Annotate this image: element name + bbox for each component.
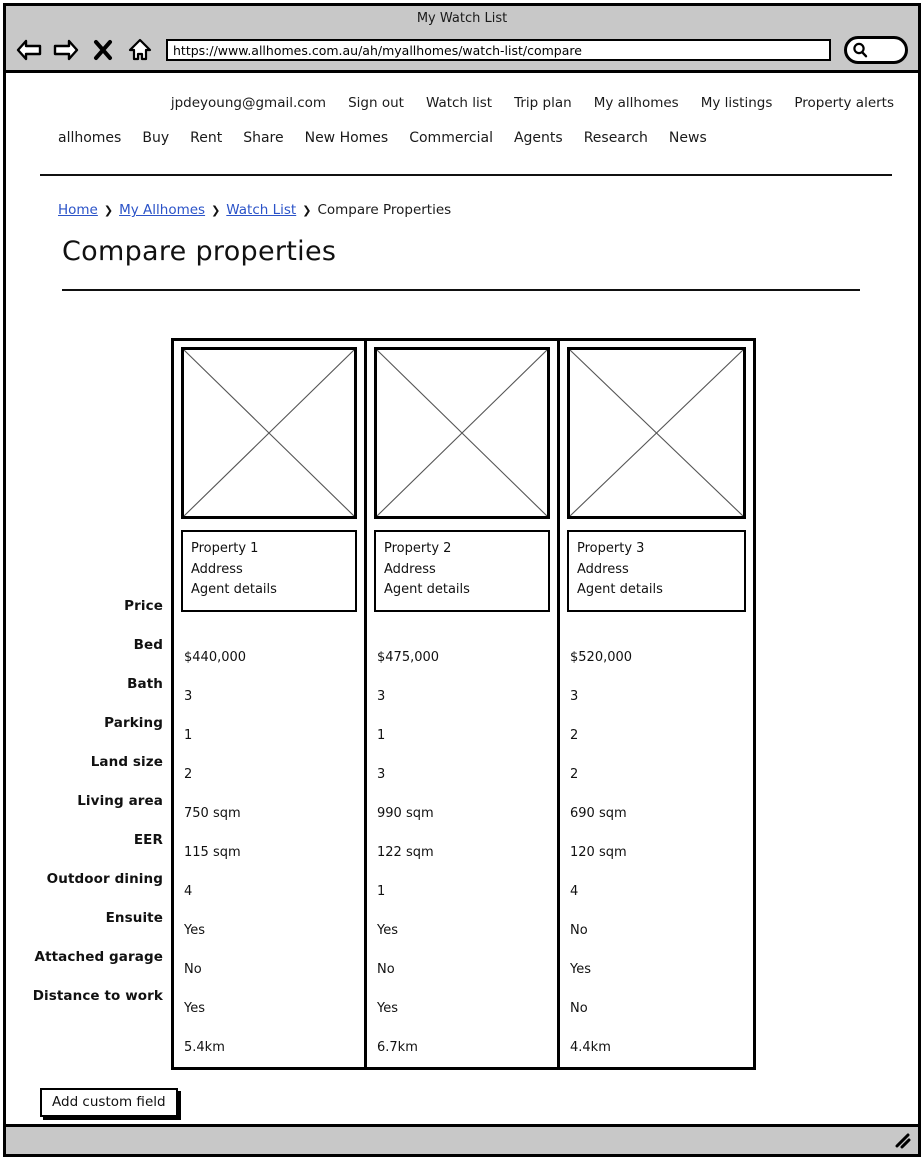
value-bath: 2 — [570, 727, 579, 743]
main-nav-item-news[interactable]: News — [668, 130, 707, 146]
home-icon[interactable] — [125, 36, 155, 64]
property-name: Property 2 — [384, 541, 452, 556]
breadcrumb-item-home[interactable]: Home — [58, 202, 98, 218]
value-bath: 1 — [377, 727, 386, 743]
main-nav-item-agents[interactable]: Agents — [513, 130, 563, 146]
resize-grip-icon[interactable] — [893, 1132, 911, 1150]
forward-arrow-icon[interactable] — [51, 36, 81, 64]
browser-toolbar — [6, 30, 918, 70]
value-parking: 3 — [377, 766, 386, 782]
value-living-area: 115 sqm — [184, 844, 241, 860]
property-agent-details: Agent details — [384, 582, 470, 597]
utility-nav-item-sign-out[interactable]: Sign out — [348, 95, 404, 111]
main-nav-item-new-homes[interactable]: New Homes — [304, 130, 389, 146]
main-nav-item-allhomes[interactable]: allhomes — [58, 130, 122, 146]
value-ensuite: No — [184, 961, 202, 977]
value-eer: 4 — [570, 883, 579, 899]
stop-x-icon[interactable] — [88, 36, 118, 64]
utility-nav-item-account[interactable]: jpdeyoung@gmail.com — [170, 95, 327, 111]
utility-nav-item-my-allhomes[interactable]: My allhomes — [593, 95, 679, 111]
breadcrumb-item-watch-list[interactable]: Watch List — [226, 202, 297, 218]
value-outdoor-dining: Yes — [377, 922, 398, 938]
main-nav-item-rent[interactable]: Rent — [190, 130, 223, 146]
row-label-ensuite: Ensuite — [105, 909, 163, 926]
main-nav-item-buy[interactable]: Buy — [142, 130, 170, 146]
value-land-size: 690 sqm — [570, 805, 627, 821]
property-column — [560, 341, 753, 1067]
property-card-header — [560, 341, 753, 612]
utility-nav-item-property-alerts[interactable]: Property alerts — [794, 95, 894, 111]
property-info-box — [567, 530, 746, 612]
property-value-stack — [560, 612, 753, 1067]
utility-nav-item-watch-list[interactable]: Watch list — [425, 95, 493, 111]
title-divider — [62, 289, 860, 291]
property-image-placeholder-icon[interactable] — [181, 347, 357, 519]
compare-properties-section — [32, 338, 894, 1070]
value-parking: 2 — [184, 766, 193, 782]
row-label-attached-garage: Attached garage — [34, 948, 163, 965]
property-name: Property 3 — [577, 541, 645, 556]
value-eer: 4 — [184, 883, 193, 899]
breadcrumb — [36, 176, 894, 218]
value-ensuite: Yes — [570, 961, 591, 977]
value-attached-garage: No — [570, 1000, 588, 1016]
add-custom-field-button[interactable]: Add custom field — [40, 1088, 178, 1117]
row-label-parking: Parking — [104, 714, 163, 731]
main-nav-item-share[interactable]: Share — [243, 130, 284, 146]
property-value-stack — [367, 612, 557, 1067]
window-title-bar — [6, 6, 918, 30]
value-land-size: 750 sqm — [184, 805, 241, 821]
value-eer: 1 — [377, 883, 386, 899]
property-column — [367, 341, 560, 1067]
status-bar — [6, 1124, 918, 1154]
value-bed: 3 — [570, 688, 579, 704]
property-info-box — [374, 530, 550, 612]
url-text: https://www.allhomes.com.au/ah/myallhomes/watch-list/compare — [173, 42, 582, 58]
value-price: $520,000 — [570, 649, 633, 665]
value-outdoor-dining: No — [570, 922, 588, 938]
main-nav-item-commercial[interactable]: Commercial — [409, 130, 493, 146]
row-label-land-size: Land size — [90, 753, 163, 770]
browser-chrome — [6, 6, 918, 73]
property-card-header — [174, 341, 364, 612]
comparison-row-labels — [32, 338, 171, 1070]
value-distance-to-work: 6.7km — [377, 1039, 418, 1055]
value-attached-garage: Yes — [184, 1000, 205, 1016]
value-distance-to-work: 4.4km — [570, 1039, 611, 1055]
add-custom-field-row — [36, 1088, 894, 1117]
main-nav — [36, 111, 894, 146]
row-label-distance-to-work: Distance to work — [32, 987, 163, 1004]
row-label-price: Price — [124, 597, 163, 614]
breadcrumb-separator-icon: ❯ — [103, 203, 114, 217]
row-label-bath: Bath — [127, 675, 163, 692]
breadcrumb-separator-icon: ❯ — [302, 203, 312, 217]
property-column — [174, 341, 367, 1067]
search-input[interactable] — [844, 36, 908, 64]
url-bar[interactable] — [166, 39, 831, 61]
back-arrow-icon[interactable] — [14, 36, 44, 64]
breadcrumb-item-current: Compare Properties — [317, 202, 452, 218]
property-image-placeholder-icon[interactable] — [374, 347, 550, 519]
row-label-eer: EER — [133, 831, 163, 848]
value-distance-to-work: 5.4km — [184, 1039, 225, 1055]
breadcrumb-separator-icon: ❯ — [211, 203, 221, 217]
utility-nav-item-trip-plan[interactable]: Trip plan — [514, 95, 572, 111]
main-nav-item-research[interactable]: Research — [583, 130, 648, 146]
property-address: Address — [577, 561, 629, 577]
row-label-outdoor-dining: Outdoor dining — [46, 870, 163, 887]
row-label-living-area: Living area — [77, 792, 163, 809]
row-label-bed: Bed — [133, 636, 163, 653]
value-attached-garage: Yes — [377, 1000, 398, 1016]
utility-nav-item-my-listings[interactable]: My listings — [700, 95, 773, 111]
window-title: My Watch List — [416, 10, 508, 26]
browser-window — [3, 3, 921, 1157]
value-outdoor-dining: Yes — [184, 922, 205, 938]
utility-nav — [36, 73, 894, 111]
property-agent-details: Agent details — [577, 582, 663, 597]
value-price: $475,000 — [377, 649, 440, 665]
value-bed: 3 — [377, 688, 386, 704]
property-name: Property 1 — [191, 541, 259, 556]
value-ensuite: No — [377, 961, 395, 977]
value-price: $440,000 — [184, 649, 247, 665]
value-bed: 3 — [184, 688, 193, 704]
property-value-stack — [174, 612, 364, 1067]
value-land-size: 990 sqm — [377, 805, 434, 821]
property-address: Address — [384, 561, 436, 577]
page-content — [32, 73, 894, 1124]
property-image-placeholder-icon[interactable] — [567, 347, 746, 519]
page-viewport — [6, 73, 918, 1124]
property-card-header — [367, 341, 557, 612]
property-info-box — [181, 530, 357, 612]
value-living-area: 120 sqm — [570, 844, 627, 860]
value-bath: 1 — [184, 727, 193, 743]
value-living-area: 122 sqm — [377, 844, 434, 860]
comparison-grid — [171, 338, 756, 1070]
property-address: Address — [191, 561, 243, 577]
property-agent-details: Agent details — [191, 582, 277, 597]
value-parking: 2 — [570, 766, 579, 782]
search-icon — [852, 42, 868, 58]
page-title: Compare properties — [62, 236, 337, 267]
breadcrumb-item-my-allhomes[interactable]: My Allhomes — [119, 202, 206, 218]
